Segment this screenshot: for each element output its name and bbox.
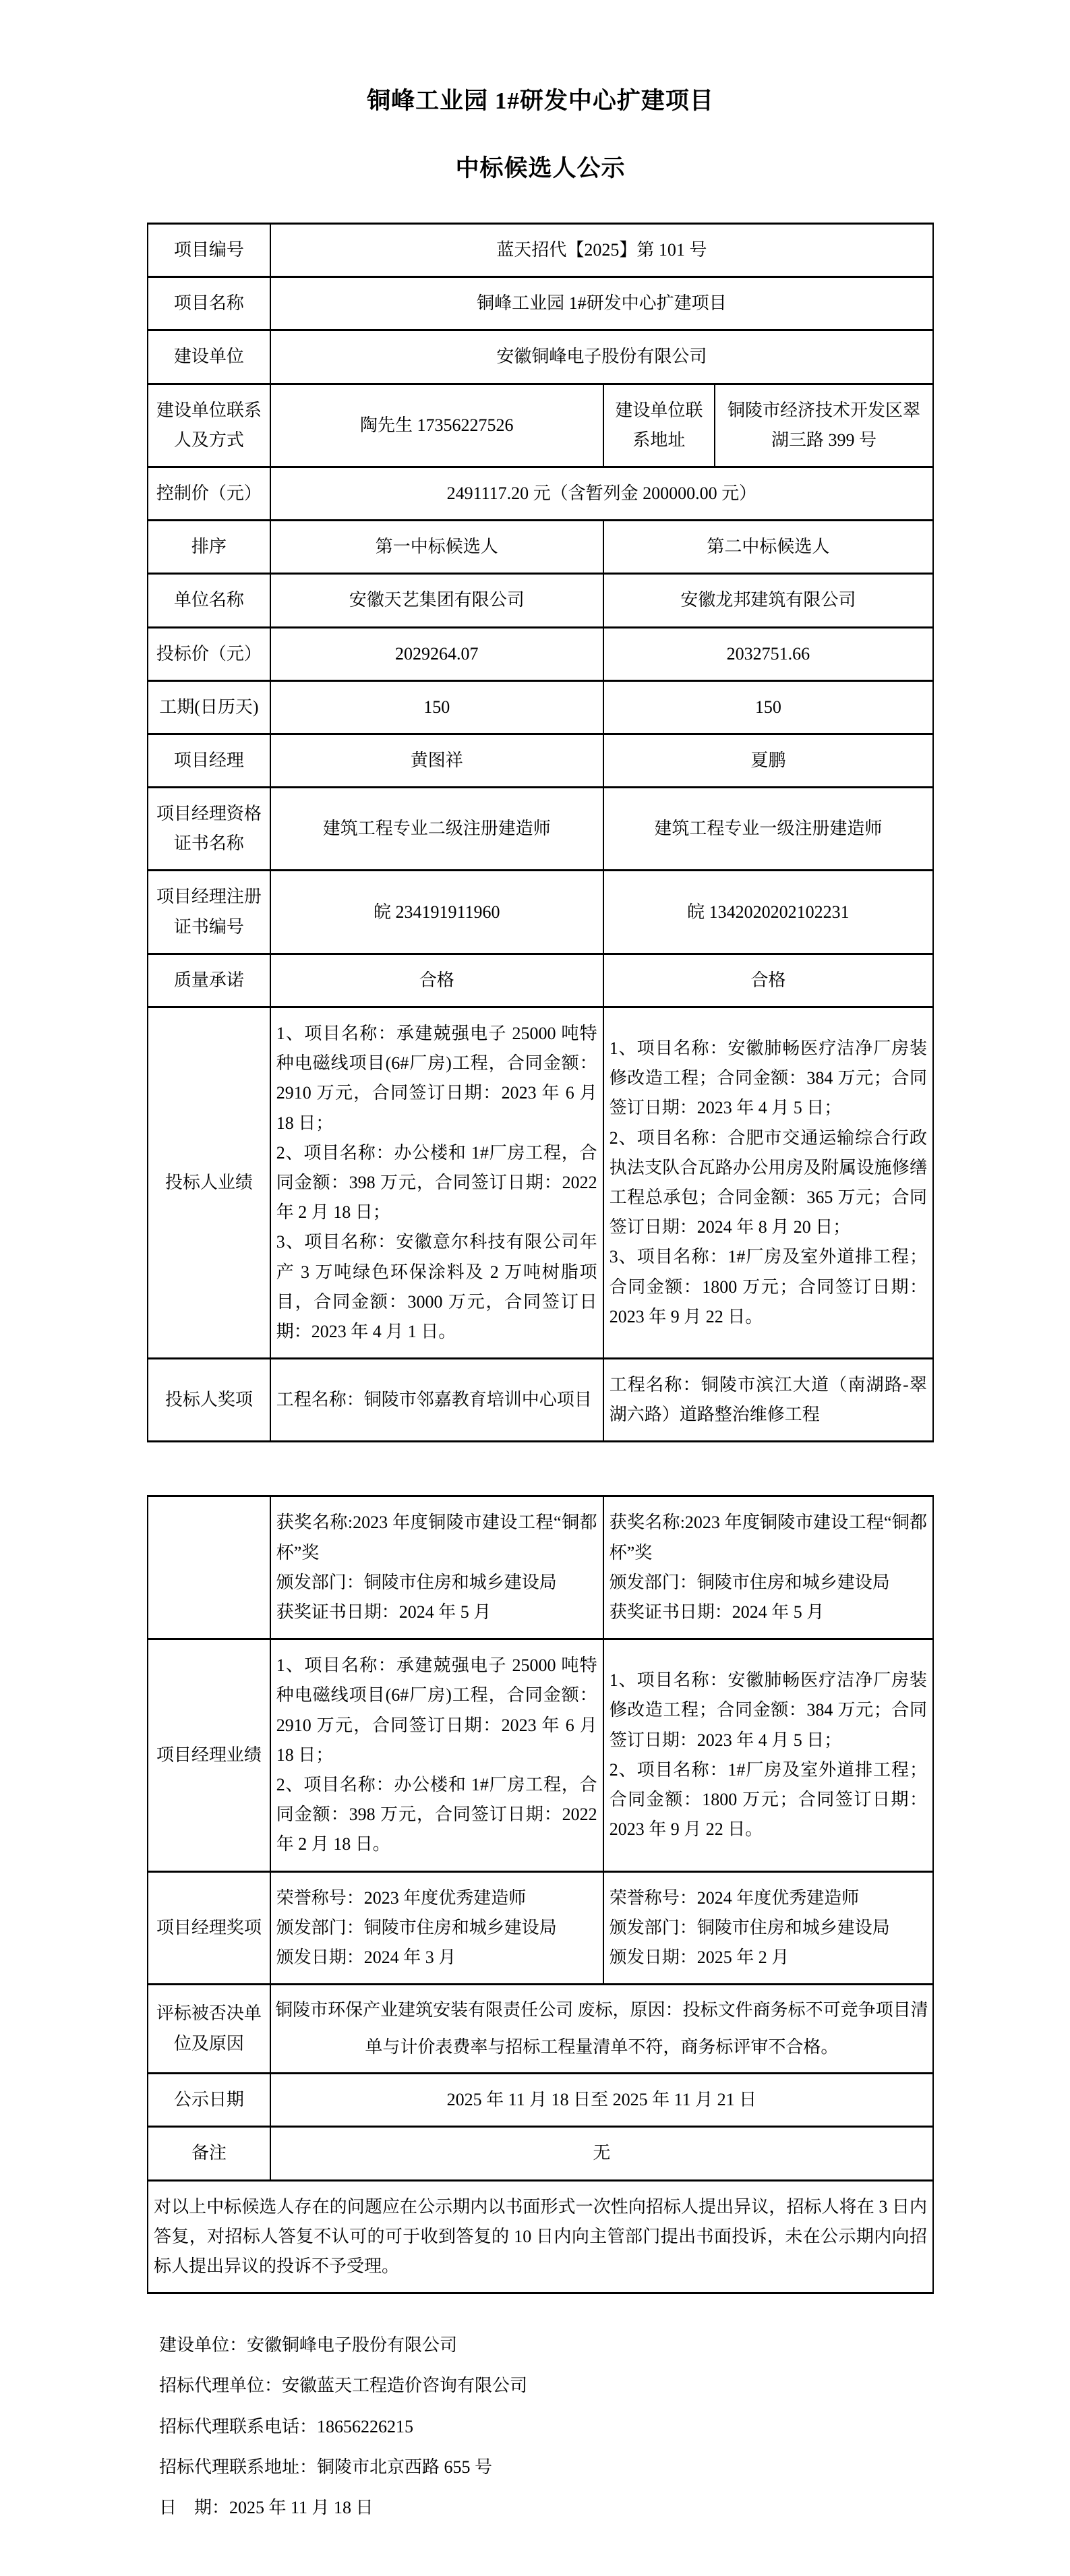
performance-item: 1、项目名称：承建兢强电子 25000 吨特种电磁线项目(6#厂房)工程，合同金额：2910 万元，合同签订日期：2023 年 6 月 18 日；: [276, 1656, 597, 1765]
performance-item: 1、项目名称：安徽肺畅医疗洁净厂房装修改造工程；合同金额：384 万元；合同签订日期：2023 年 4 月 5 日；: [609, 1670, 927, 1750]
row-rank: [148, 521, 933, 574]
footer-agency-phone-line: 招标代理联系电话：18656226215: [159, 2416, 414, 2436]
cell-candidate-1: 2029264.07: [270, 627, 603, 680]
cell-candidate-1: 安徽天艺集团有限公司: [270, 574, 603, 627]
footer-date-line: 日 期：2025 年 11 月 18 日: [159, 2498, 374, 2518]
cell-label: 备注: [148, 2127, 270, 2180]
cell-candidate-2: 夏鹏: [603, 734, 933, 787]
cell-label: 公示日期: [148, 2074, 270, 2127]
performance-item: 2、项目名称：1#厂房及室外道排工程；合同金额：1800 万元；合同签订日期：2023 年 9 月 22 日。: [609, 1759, 927, 1840]
award-line: 颁发日期：2025 年 2 月: [609, 1947, 790, 1967]
cell-candidate-1: 合格: [270, 954, 603, 1007]
award-line: 获奖证书日期：2024 年 5 月: [609, 1602, 825, 1622]
cell-sub-label: 建设单位联系地址: [603, 384, 715, 467]
cell-candidate-2: [603, 1007, 933, 1359]
cell-label: 排序: [148, 521, 270, 574]
page-subtitle: 中标候选人公示: [455, 155, 626, 181]
award-line: 获奖名称:2023 年度铜陵市建设工程“铜都杯”奖: [276, 1513, 597, 1562]
cell-value: 2491117.20 元（含暂列金 200000.00 元）: [270, 467, 933, 520]
cell-candidate-2: 建筑工程专业一级注册建造师: [603, 788, 933, 871]
award-line: 荣誉称号：2024 年度优秀建造师: [609, 1887, 860, 1908]
cell-label: 项目名称: [148, 277, 270, 330]
award-line: 颁发部门：铜陵市住房和城乡建设局: [276, 1917, 557, 1937]
cell-label: 项目经理: [148, 734, 270, 787]
cell-label: 建设单位联系人及方式: [148, 384, 270, 467]
row-objection-notice: [148, 2180, 933, 2293]
footer-agency-line: 招标代理单位：安徽蓝天工程造价咨询有限公司: [159, 2376, 528, 2396]
table-gap: [147, 1442, 934, 1495]
footer-block: [159, 2332, 934, 2521]
row-owner-contact: [148, 384, 933, 467]
cell-candidate-2: 合格: [603, 954, 933, 1007]
cell-value: 铜峰工业园 1#研发中心扩建项目: [270, 277, 933, 330]
row-manager-cert-name: [148, 788, 933, 871]
performance-item: 3、项目名称：安徽意尔科技有限公司年产 3 万吨绿色环保涂料及 2 万吨树脂项目，合同金额：3000 万元，合同签订日期：2023 年 4 月 1 日。: [276, 1232, 597, 1341]
page-title: 铜峰工业园 1#研发中心扩建项目: [367, 88, 714, 114]
award-line: 荣誉称号：2023 年度优秀建造师: [276, 1887, 527, 1908]
cell-candidate-1: 皖 234191911960: [270, 871, 603, 954]
performance-item: 2、项目名称：办公楼和 1#厂房工程，合同金额：398 万元，合同签订日期：2022 年 2 月 18 日；: [276, 1142, 597, 1223]
row-company: [148, 574, 933, 627]
performance-item: 3、项目名称：1#厂房及室外道排工程；合同金额：1800 万元；合同签订日期：2023 年 9 月 22 日。: [609, 1247, 927, 1326]
cell-label: 评标被否决单位及原因: [148, 1985, 270, 2074]
cell-candidate-1: 150: [270, 680, 603, 734]
cell-value: 安徽铜峰电子股份有限公司: [270, 330, 933, 384]
cell-label: 单位名称: [148, 574, 270, 627]
cell-candidate-2: 安徽龙邦建筑有限公司: [603, 574, 933, 627]
award-line: 颁发部门：铜陵市住房和城乡建设局: [276, 1572, 557, 1592]
objection-notice: 对以上中标候选人存在的问题应在公示期内以书面形式一次性向招标人提出异议，招标人将在 3 日内答复，对招标人答复不认可的可于收到答复的 10 日内向主管部门提出书面投诉，未在公示期内向招标人提出异议的投诉不予受理。: [148, 2180, 933, 2293]
cell-candidate-2: 工程名称：铜陵市滨江大道（南湖路-翠湖六路）道路整治维修工程: [603, 1359, 933, 1442]
cell-contact-value: 陶先生 17356227526: [270, 384, 603, 467]
row-remark: [148, 2127, 933, 2180]
cell-label: 建设单位: [148, 330, 270, 384]
row-manager-performance: [148, 1639, 933, 1871]
cell-label: 项目经理注册证书编号: [148, 871, 270, 954]
performance-item: 1、项目名称：承建兢强电子 25000 吨特种电磁线项目(6#厂房)工程，合同金额：2910 万元，合同签订日期：2023 年 6 月 18 日；: [276, 1024, 597, 1133]
row-control-price: [148, 467, 933, 520]
award-line: 颁发日期：2024 年 3 月: [276, 1947, 456, 1967]
cell-label: 工期(日历天): [148, 680, 270, 734]
main-table: [147, 223, 934, 1442]
footer-agency-address-line: 招标代理联系地址：铜陵市北京西路 655 号: [159, 2457, 493, 2478]
performance-item: 1、项目名称：安徽肺畅医疗洁净厂房装修改造工程；合同金额：384 万元；合同签订日期：2023 年 4 月 5 日；: [609, 1038, 927, 1118]
award-line: 颁发部门：铜陵市住房和城乡建设局: [609, 1572, 890, 1592]
cell-candidate-2: 150: [603, 680, 933, 734]
cell-candidate-2: 皖 1342020202102231: [603, 871, 933, 954]
cell-candidate-2: 第二中标候选人: [603, 521, 933, 574]
row-bid-price: [148, 627, 933, 680]
cell-label: 项目编号: [148, 224, 270, 277]
row-project-name: [148, 277, 933, 330]
cell-label: 项目经理业绩: [148, 1639, 270, 1871]
cell-candidate-1: 第一中标候选人: [270, 521, 603, 574]
row-award-detail: [148, 1496, 933, 1639]
cell-label-empty: [148, 1496, 270, 1639]
cell-candidate-1: 建筑工程专业二级注册建造师: [270, 788, 603, 871]
cell-label: 投标人奖项: [148, 1359, 270, 1442]
row-project-no: [148, 224, 933, 277]
cell-value: 蓝天招代【2025】第 101 号: [270, 224, 933, 277]
row-duration: [148, 680, 933, 734]
cell-candidate-1: [270, 1496, 603, 1639]
cell-candidate-1: [270, 1007, 603, 1359]
cell-candidate-1: [270, 1639, 603, 1871]
award-line: 获奖证书日期：2024 年 5 月: [276, 1602, 492, 1622]
row-manager: [148, 734, 933, 787]
performance-item: 2、项目名称：合肥市交通运输综合行政执法支队合瓦路办公用房及附属设施修缮工程总承包；合同金额：365 万元；合同签订日期：2024 年 8 月 20 日；: [609, 1128, 927, 1237]
award-line: 获奖名称:2023 年度铜陵市建设工程“铜都杯”奖: [609, 1513, 927, 1562]
cell-label: 投标人业绩: [148, 1007, 270, 1359]
cell-candidate-1: 工程名称：铜陵市邻嘉教育培训中心项目: [270, 1359, 603, 1442]
cell-label: 项目经理资格证书名称: [148, 788, 270, 871]
row-rejected-bidder: [148, 1985, 933, 2074]
footer-owner-line: 建设单位：安徽铜峰电子股份有限公司: [159, 2335, 458, 2355]
row-quality: [148, 954, 933, 1007]
cell-sub-value: 铜陵市经济技术开发区翠湖三路 399 号: [715, 384, 933, 467]
cell-label: 投标价（元）: [148, 627, 270, 680]
cell-candidate-1: [270, 1871, 603, 1985]
cell-candidate-2: [603, 1639, 933, 1871]
cell-value: 铜陵市环保产业建筑安装有限责任公司 废标，原因：投标文件商务标不可竞争项目清单与计价表费率与招标工程量清单不符，商务标评审不合格。: [270, 1985, 933, 2074]
performance-item: 2、项目名称：办公楼和 1#厂房工程，合同金额：398 万元，合同签订日期：2022 年 2 月 18 日。: [276, 1774, 597, 1854]
continuation-table: [147, 1495, 934, 2294]
row-bidder-performance: [148, 1007, 933, 1359]
cell-candidate-2: [603, 1496, 933, 1639]
cell-label: 质量承诺: [148, 954, 270, 1007]
award-line: 颁发部门：铜陵市住房和城乡建设局: [609, 1917, 890, 1937]
row-bidder-awards: [148, 1359, 933, 1442]
cell-value: 无: [270, 2127, 933, 2180]
cell-label: 控制价（元）: [148, 467, 270, 520]
row-owner: [148, 330, 933, 384]
cell-candidate-2: [603, 1871, 933, 1985]
cell-value: 2025 年 11 月 18 日至 2025 年 11 月 21 日: [270, 2074, 933, 2127]
row-manager-awards: [148, 1871, 933, 1985]
cell-candidate-1: 黄图祥: [270, 734, 603, 787]
cell-label: 项目经理奖项: [148, 1871, 270, 1985]
row-manager-cert-no: [148, 871, 933, 954]
row-publicity-date: [148, 2074, 933, 2127]
cell-candidate-2: 2032751.66: [603, 627, 933, 680]
